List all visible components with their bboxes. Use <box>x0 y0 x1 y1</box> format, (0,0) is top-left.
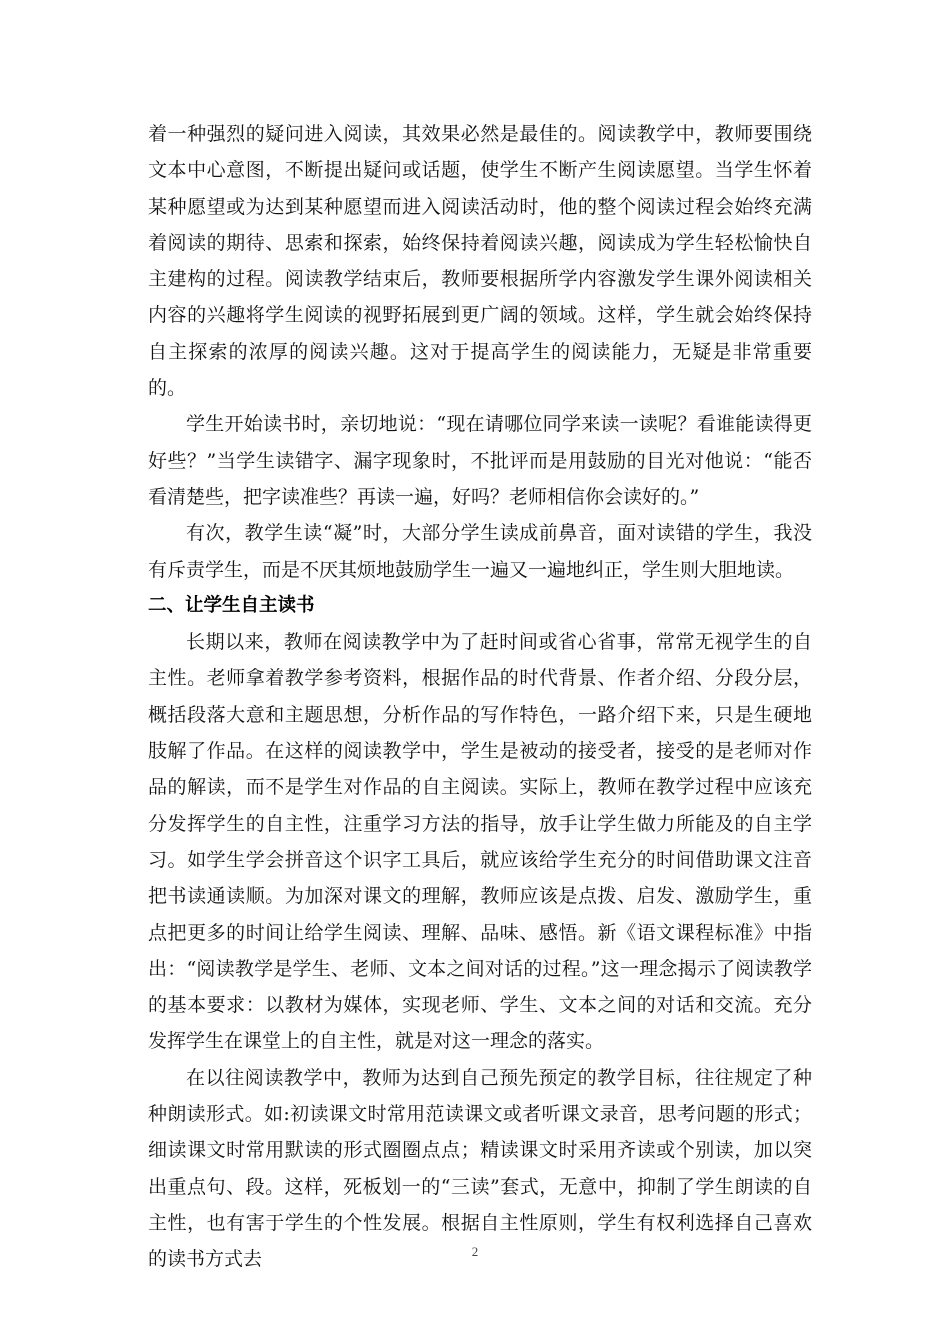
paragraph-reading-forms: 在以往阅读教学中，教师为达到自己预先预定的教学目标，往往规定了种种朗读形式。如:初读课文时常用范读课文或者听课文录音，思考问题的形式；细读课文时常用默读的形式圈圈点点；精读课文时采用齐读或个别读，加以突出重点句、段。这样，死板划一的“三读”套式，无意中，抑制了学生朗读的自主性，也有害于学生的个性发展。根据自主性原则，学生有权利选择自己喜欢的读书方式去 <box>148 1066 812 1271</box>
paragraph-continuation: 着一种强烈的疑问进入阅读，其效果必然是最佳的。阅读教学中，教师要围绕文本中心意图，不断提出疑问或话题，使学生不断产生阅读愿望。当学生怀着某种愿望或为达到某种愿望而进入阅读活动时，他的整个阅读过程会始终充满着阅读的期待、思索和探索，始终保持着阅读兴趣，阅读成为学生轻松愉快自主建构的过程。阅读教学结束后，教师要根据所学内容激发学生课外阅读相关内容的兴趣将学生阅读的视野拓展到更广阔的领域。这样，学生就会始终保持自主探索的浓厚的阅读兴趣。这对于提高学生的阅读能力，无疑是非常重要的。 <box>148 123 812 400</box>
page-number: 2 <box>471 1244 479 1259</box>
paragraph-autonomous-reading: 长期以来，教师在阅读教学中为了赶时间或省心省事，常常无视学生的自主性。老师拿着教学参考资料，根据作品的时代背景、作者介绍、分段分层，概括段落大意和主题思想，分析作品的写作特色，一路介绍下来，只是生硬地肢解了作品。在这样的阅读教学中，学生是被动的接受者，接受的是老师对作品的解读，而不是学生对作品的自主阅读。实际上，教师在教学过程中应该充分发挥学生的自主性，注重学习方法的指导，放手让学生做力所能及的自主学习。如学生学会拼音这个识字工具后，就应该给学生充分的时间借助课文注音把书读通读顺。为加深对课文的理解，教师应该是点拨、启发、激励学生，重点把更多的时间让给学生阅读、理解、品味、感悟。新《语文课程标准》中指出：“阅读教学是学生、老师、文本之间对话的过程。”这一理念揭示了阅读教学的基本要求：以教材为媒体，实现老师、学生、文本之间的对话和交流。充分发挥学生在课堂上的自主性，就是对这一理念的落实。 <box>148 631 812 1053</box>
document-body <box>148 116 812 1278</box>
paragraph-teacher-encouragement: 学生开始读书时，亲切地说：“现在请哪位同学来读一读呢？看谁能读得更好些？”当学生读错字、漏字现象时，不批评而是用鼓励的目光对他说：“能否看清楚些，把字读准些？再读一遍，好吗？老师相信你会读好的。” <box>148 413 812 508</box>
section-heading: 二、让学生自主读书 <box>148 594 315 616</box>
paragraph-pronunciation-example: 有次，教学生读“凝”时，大部分学生读成前鼻音，面对读错的学生，我没有斥责学生，而是不厌其烦地鼓励学生一遍又一遍地纠正，学生则大胆地读。 <box>148 522 812 581</box>
